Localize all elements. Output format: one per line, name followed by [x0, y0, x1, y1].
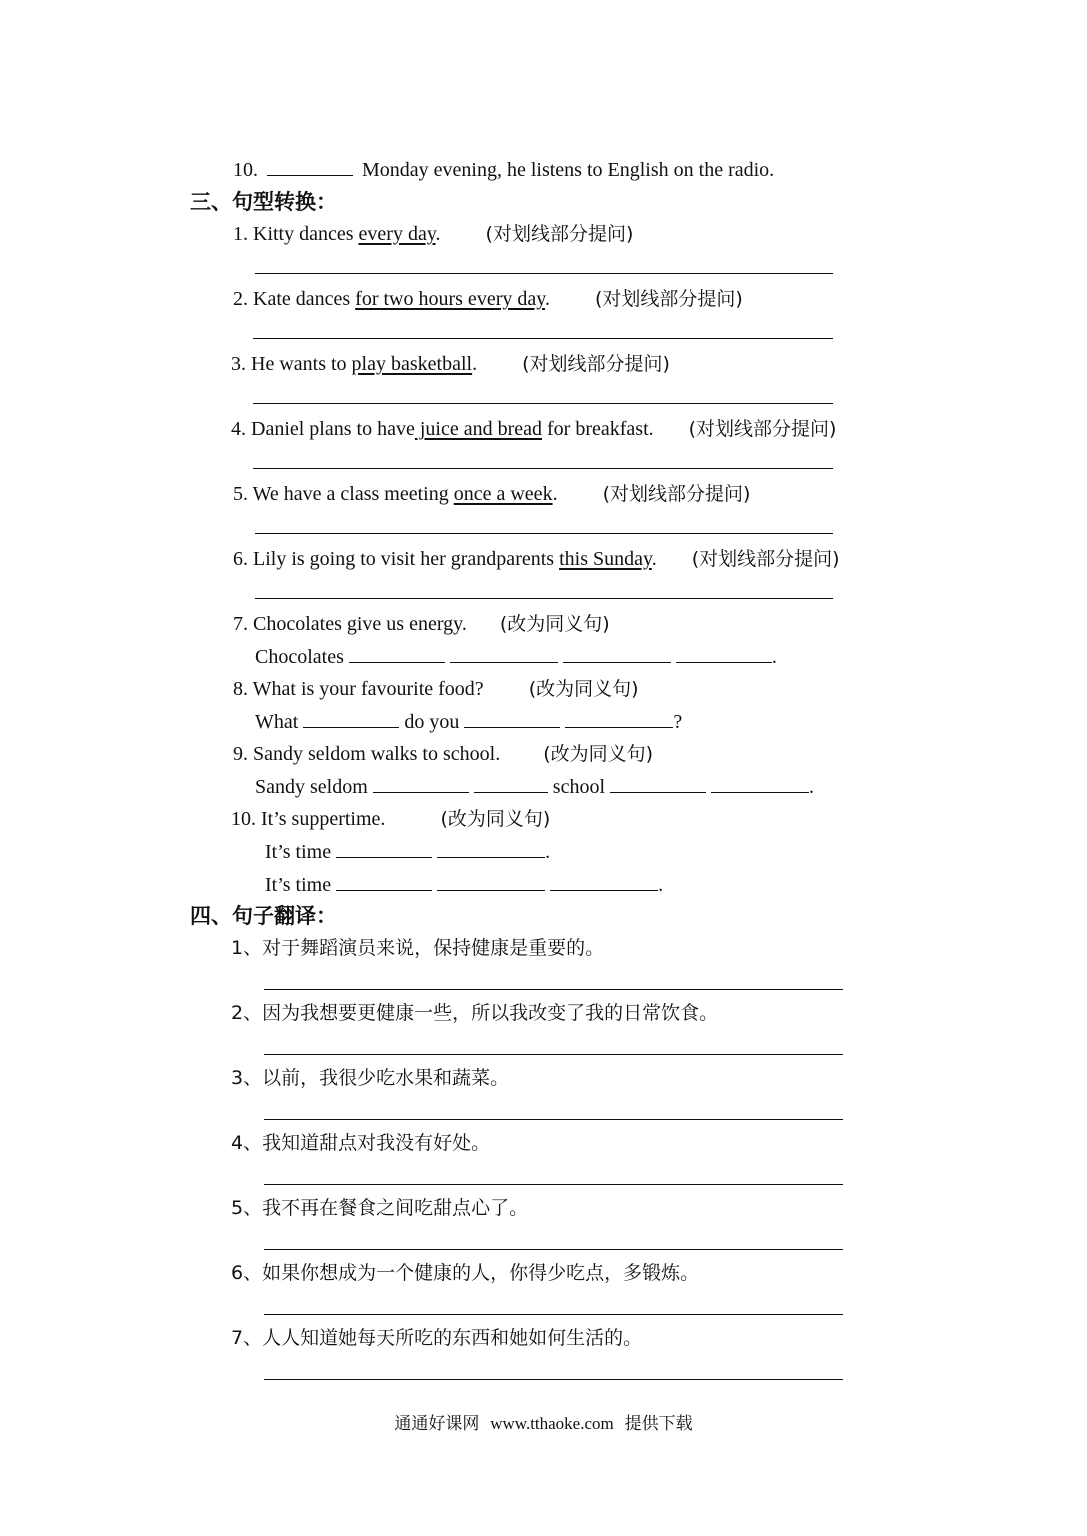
- synonym-answer-10a: It’s time .: [265, 841, 551, 863]
- question-text-end: .: [651, 548, 657, 570]
- footer-site-name: 通通好课网: [394, 1414, 480, 1434]
- answer-line[interactable]: [255, 273, 833, 274]
- translation-item-4: 4、我知道甜点对我没有好处。: [231, 1132, 491, 1154]
- page-footer: [0, 1409, 1087, 1434]
- answer-blank[interactable]: [450, 644, 558, 663]
- synonym-answer-7: Chocolates .: [255, 646, 777, 668]
- synonym-question-7: [233, 612, 610, 636]
- underlined-part: this Sunday: [559, 548, 652, 570]
- translation-item-1: 1、对于舞蹈演员来说，保持健康是重要的。: [231, 937, 605, 959]
- question-text: 6. Lily is going to visit her grandparents: [233, 548, 560, 570]
- answer-blank[interactable]: [565, 709, 673, 728]
- translation-item-6: 6、如果你想成为一个健康的人，你得少吃点，多锻炼。: [231, 1262, 700, 1284]
- underlined-part: juice and bread: [414, 418, 543, 440]
- answer-prefix: Chocolates: [255, 646, 344, 668]
- answer-prefix: It’s time: [265, 874, 332, 896]
- question-text-end: for breakfast.: [542, 418, 654, 440]
- answer-line[interactable]: [255, 598, 833, 599]
- underlined-part: play basketball: [351, 353, 473, 375]
- synonym-question-9: [233, 742, 653, 766]
- answer-line[interactable]: [264, 1054, 843, 1055]
- question-text: 9. Sandy seldom walks to school.: [233, 743, 501, 765]
- underlined-part: once a week: [453, 483, 553, 505]
- transform-question-6: [233, 547, 840, 571]
- item-number: 10.: [233, 159, 258, 181]
- answer-blank[interactable]: [437, 872, 545, 891]
- instruction-hint: (对划线部分提问): [688, 418, 837, 440]
- answer-blank[interactable]: [563, 644, 671, 663]
- question-text: 4. Daniel plans to have: [231, 418, 415, 440]
- instruction-hint: (改为同义句): [499, 613, 610, 635]
- transform-question-3: [231, 352, 670, 376]
- translation-item-7: 7、人人知道她每天所吃的东西和她如何生活的。: [231, 1327, 643, 1349]
- instruction-hint: (对划线部分提问): [691, 548, 840, 570]
- answer-blank[interactable]: [711, 774, 809, 793]
- answer-blank[interactable]: [349, 644, 445, 663]
- footer-url[interactable]: www.tthaoke.com: [490, 1414, 614, 1433]
- answer-end: ?: [673, 711, 683, 733]
- answer-line[interactable]: [264, 1379, 843, 1380]
- transform-question-4: [231, 417, 836, 441]
- synonym-answer-9: Sandy seldom school .: [255, 776, 814, 798]
- question-text: 10. It’s suppertime.: [231, 808, 386, 830]
- instruction-hint: (对划线部分提问): [594, 288, 743, 310]
- answer-blank[interactable]: [464, 709, 560, 728]
- section-title-translation: 四、句子翻译：: [190, 904, 337, 928]
- question-text-end: .: [472, 353, 478, 375]
- answer-prefix: It’s time: [265, 841, 332, 863]
- answer-blank[interactable]: [474, 774, 548, 793]
- answer-line[interactable]: [253, 468, 833, 469]
- transform-question-2: [233, 287, 743, 311]
- answer-prefix: What: [255, 711, 299, 733]
- answer-blank[interactable]: [373, 774, 469, 793]
- instruction-hint: (改为同义句): [543, 743, 654, 765]
- synonym-answer-10b: It’s time .: [265, 874, 664, 896]
- answer-blank[interactable]: [676, 644, 772, 663]
- instruction-hint: (改为同义句): [528, 678, 639, 700]
- question-text: 8. What is your favourite food?: [233, 678, 484, 700]
- translation-item-5: 5、我不再在餐食之间吃甜点心了。: [231, 1197, 529, 1219]
- synonym-answer-8: [255, 709, 682, 734]
- section-title-sentence-transformation: 三、句型转换：: [190, 190, 337, 214]
- answer-line[interactable]: [253, 338, 833, 339]
- answer-line[interactable]: [255, 533, 833, 534]
- instruction-hint: (改为同义句): [440, 808, 551, 830]
- instruction-hint: (对划线部分提问): [522, 353, 670, 375]
- answer-line[interactable]: [264, 989, 843, 990]
- synonym-question-10: [231, 807, 550, 831]
- underlined-part: for two hours every day: [355, 288, 545, 310]
- question-text: 7. Chocolates give us energy.: [233, 613, 467, 635]
- answer-prefix: Sandy seldom: [255, 776, 368, 798]
- item-text: Monday evening, he listens to English on the radio.: [362, 159, 775, 181]
- underlined-part: every day: [358, 223, 436, 245]
- instruction-hint: (对划线部分提问): [602, 483, 751, 505]
- transform-question-5: [233, 482, 750, 506]
- answer-line[interactable]: [264, 1184, 843, 1185]
- translation-item-2: 2、因为我想要更健康一些，所以我改变了我的日常饮食。: [231, 1002, 719, 1024]
- instruction-hint: (对划线部分提问): [485, 223, 634, 245]
- answer-middle: school: [552, 776, 605, 798]
- question-text: 3. He wants to: [231, 353, 352, 375]
- footer-note: 提供下载: [624, 1414, 693, 1434]
- transform-question-1: [233, 222, 633, 246]
- answer-line[interactable]: [264, 1119, 843, 1120]
- fill-in-item-10: [233, 157, 774, 182]
- question-text: 1. Kitty dances: [233, 223, 359, 245]
- answer-blank[interactable]: [303, 709, 399, 728]
- answer-blank[interactable]: [437, 839, 545, 858]
- answer-line[interactable]: [253, 403, 833, 404]
- question-text-end: .: [552, 483, 558, 505]
- answer-blank[interactable]: [267, 157, 353, 176]
- translation-item-3: 3、以前，我很少吃水果和蔬菜。: [231, 1067, 510, 1089]
- question-text: 5. We have a class meeting: [233, 483, 454, 505]
- question-text: 2. Kate dances: [233, 288, 356, 310]
- answer-blank[interactable]: [336, 872, 432, 891]
- answer-blank[interactable]: [550, 872, 658, 891]
- answer-blank[interactable]: [610, 774, 706, 793]
- question-text-end: .: [544, 288, 550, 310]
- answer-line[interactable]: [264, 1314, 843, 1315]
- answer-blank[interactable]: [336, 839, 432, 858]
- answer-middle: do you: [404, 711, 460, 733]
- synonym-question-8: [233, 677, 639, 701]
- answer-line[interactable]: [264, 1249, 843, 1250]
- question-text-end: .: [435, 223, 441, 245]
